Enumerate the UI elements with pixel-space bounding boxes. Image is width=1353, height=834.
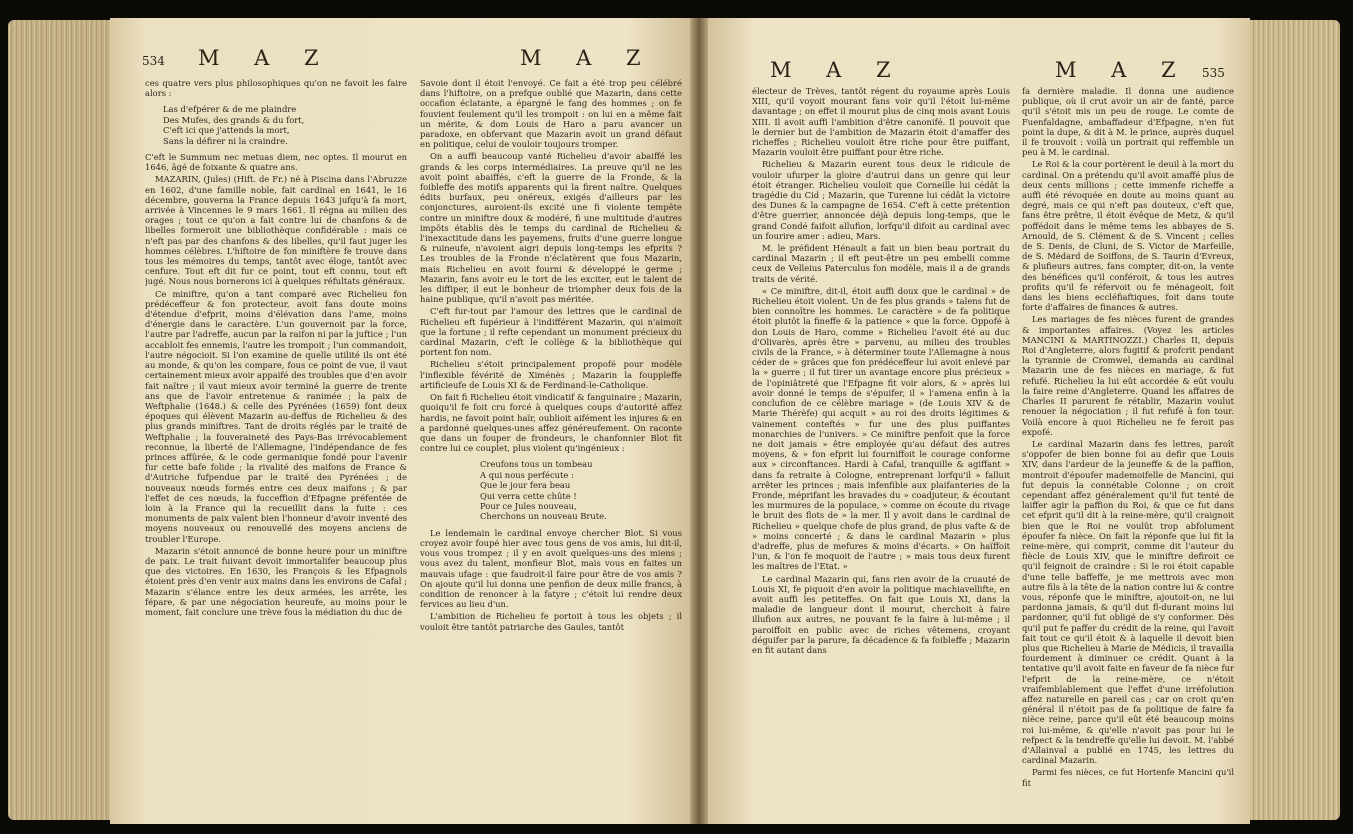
left-page-number: 534 — [142, 54, 165, 68]
right-page-number: 535 — [1202, 66, 1225, 80]
paragraph: On a auffi beaucoup vanté Richelieu d'avoir abaiffé les grands & les corps intermédiaires. La preuve qu'il ne les avoit point abaiffés, c'eft la guerre de la Fronde, & la foibleffe des motifs apparents qui la firent naître. Quelques édits burfaux, peu onéreux, exigés d'ailleurs par les conjonctures, auroient-ils excité une fi violente tempête contre un miniftre doux & modéré, fi une multitude d'autres impôts établis dès le temps du cardinal de Richelieu & l'inexactitude dans les payemens, fruits d'une guerre longue & ruineufe, n'avoient aigri depuis long-temps les efprits ? Les troubles de la Fronde n'éclatèrent que fous Mazarin, mais Richelieu en avoit fourni & développé le germe ; Mazarin, fans avoir eu le tort de les exciter, eut le talent de les diffiper, il eut le bonheur de triompher deux fois de la haine publique, qu'il n'avoit pas méritée. — [420, 151, 682, 305]
paragraph: Richelieu s'étoit principalement propofé pour modèle l'inflexible févérité de Ximénès ; Mazarin la fouppleffe artificieufe de Louis XI & de Ferdinand-le-Catholique. — [420, 359, 682, 390]
verse-line: A qui nous perfécute : — [480, 469, 574, 480]
verse-line: Sans la défirer ni la craindre. — [163, 135, 288, 146]
verse — [163, 104, 407, 146]
right-page-column-2 — [1022, 86, 1234, 826]
verse-line: Des Mufes, des grands & du fort, — [163, 114, 305, 125]
paragraph: Richelieu & Mazarin eurent tous deux le ridicule de vouloir ufurper la gloire d'autrui dans un genre qui leur étoit étranger. Richelieu vouloit que Corneille lui cédât la tragédie du Cid ; Mazarin, que Turenne lui cédât la victoire des Dunes & la campagne de 1654. C'eft à cette prétention d'être guerrier, annoncée déjà depuis long-temps, que le grand Condé faifoit allufion, lorfqu'il difoit au cardinal avec un fourire amer : adieu, Mars. — [752, 159, 1010, 241]
book-gutter — [690, 18, 708, 824]
paragraph: Savoie dont il étoit l'envoyé. Ce fait a été trop peu célébré dans l'hiftoire, on a prefque oublié que Mazarin, dans cette occafion éclatante, a épargné le fang des hommes ; on fe fouvient feulement qu'il les trompoit : on lui en a même fait un mérite, & dom Louis de Haro a paru avancer un paradoxe, en obfervant que Mazarin avoit un grand défaut en politique, celui de vouloir toujours tromper. — [420, 78, 682, 150]
paragraph: Mazarin s'étoit annoncé de bonne heure pour un miniftre de paix. Le trait fuivant devoit immortalifer beaucoup plus que des victoires. En 1630, les François & les Efpagnols étoient près d'en venir aux mains dans les environs de Cafal ; Mazarin s'élance entre les deux armées, les arrête, les fépare, & par une négociation heureufe, au moins pour le moment, fait conclure une trève fous la médiation du duc de — [145, 545, 407, 617]
verse-line: C'eft ici que j'attends la mort, — [163, 125, 290, 136]
paragraph: Le cardinal Mazarin dans fes lettres, paroît s'oppofer de bien bonne foi au defir que Louis XIV, dans l'ardeur de la jeuneffe & de la paffion, montroit d'époufer mademoifelle de Mancini, qui fut depuis la connétable Colonne ; on croit cependant affez généralement qu'il fut tenté de laiffer agir la paffion du Roi, & que ce fut dans cet efprit qu'il dit à la reine-mère, qu'il craignoit bien que le Roi ne voulût trop abfolument époufer fa nièce. On fait la réponfe que lui fit la reine-mère, qui comprit, comme dit l'auteur du fiècle de Louis XIV, que le miniftre defiroit ce qu'il feignoit de craindre : Si le roi étoit capable d'une telle baffeffe, je me mettrois avec mon autre fils à la tête de la nation contre lui & contre vous, réponfe que le miniftre, ajoutoit-on, ne lui pardonna jamais, & qu'il dut fl-durant moins lui pardonner, qu'il fut obligé de s'y conformer. Dès qu'il put fe paffer du crédit de la reine, qui l'avoit fait tout ce qu'il étoit & à laquelle il devoit bien plus que Richelieu à Marie de Médicis, il travailla fourdement à diminuer ce crédit. Quant à la tentative qu'il avoit faite en faveur de fa nièce fur l'efprit de la reine-mère, ce n'étoit vraifemblablement que l'effet d'une irréfolution affez naturelle en pareil cas ; car on croit qu'en général il n'étoit pas de fa politique de faire fa nièce reine, parce qu'il eût été beaucoup moins roi lui-même, & qu'elle n'avoit pas pour lui le refpect & la tendreffe qu'elle lui devoit. M. l'abbé d'Allainval a publié en 1745, les lettres du cardinal Mazarin. — [1022, 438, 1234, 766]
left-page-running-head-right: M A Z — [520, 46, 655, 70]
paragraph: C'eft le Summum nec metuas diem, nec optes. Il mourut en 1646, âgé de foixante & quatre ans. — [145, 152, 407, 173]
left-page-edges — [8, 20, 118, 820]
paragraph: fa dernière maladie. Il donna une audience publique, où il crut avoir un air de fanté, parce qu'il s'étoit mis un peu de rouge. Le comte de Fuenfaldagne, ambaffadeur d'Efpagne, n'en fut point la dupe, & dit à M. le prince, auprès duquel il fe trouvoit : voilà un portrait qui reffemble un peu à M. le cardinal. — [1022, 86, 1234, 158]
paragraph: On fait fi Richelieu étoit vindicatif & fanguinaire ; Mazarin, quoiqu'il fe foit cru forcé à quelques coups d'autorité affez hardis, ne favoit point haïr, oublioit aifément les injures & en a pardonné quelques-unes affez généreufement. On raconte que dans un fouper de frondeurs, le chanfonnier Blot fit contre lui ce couplet, plus violent qu'ingénieux : — [420, 392, 682, 454]
verse-line: Que le jour fera beau — [480, 480, 571, 491]
paragraph: Le cardinal Mazarin qui, fans rien avoir de la cruauté de Louis XI, fe piquoit d'en avoir la politique machiavellifte, en avoit auffi les petiteffes. On fait que Louis XI, dans la maladie de langueur dont il mourut, cherchoit à faire illufion aux autres, ne pouvant fe la faire à lui-même ; il paroiffoit en public avec de riches vêtemens, croyant déguifer par la parure, fa décadence & fa foibleffe ; Mazarin en fit autant dans — [752, 573, 1010, 655]
paragraph: Ce miniftre, qu'on a tant comparé avec Richelieu fon prédéceffeur & fon protecteur, avoit fans doute moins d'étendue d'efprit, moins d'élévation dans l'ame, moins d'énergie dans le caractère. L'un gouvernoit par la force, l'autre par l'adreffe, aucun par la raifon ni par la juftice ; l'un accabloit fes ennemis, l'autre les trompoit ; l'un commandoit, l'autre négocioit. Si l'on examine de quelle utilité ils ont été au monde, & qu'on les compare, fous ce point de vue, il vaut certainement mieux avoir appaifé des troubles que d'en avoir fait naître ; il vaut mieux avoir terminé la guerre de trente ans que de l'avoir entretenue & ranimée ; la paix de Weftphalie (1648.) & celle des Pyrénées (1659) font deux époques qui élèvent Mazarin au-deffus de Richelieu & des plus grands miniftres. Tant de droits réglés par le traité de Weftphalie ; la fouveraineté des Pays-Bas irrévocablement reconnue, la liberté de l'Allemagne, l'indépendance de fes princes affûrée, & le code germanique fondé pour l'avenir fur cette bafe folide ; la rivalité des maifons de France & d'Autriche fufpendue par le traité des Pyrénées ; de nouveaux nœuds formés entre ces deux maifons ; & par l'effet de ces nœuds, la fucceffion d'Efpagne préfentée de loin à la France qui la recueillit dans la fuite : ces monuments de paix valent bien l'honneur d'avoir inventé des moyens nouveaux ou renouvellé des moyens anciens de troubler l'Europe. — [145, 288, 407, 544]
verse — [480, 459, 682, 521]
verse-line: Creufons tous un tombeau — [480, 459, 593, 470]
paragraph: électeur de Trèves, tantôt régent du royaume après Louis XIII, qu'il voyoit mourant fans voir qu'il l'étoit lui-même davantage ; on effet il mourut plus de cinq mois avant Louis XIII. Il avoit auffi l'ambition d'être canonifé. Il pouvoit que le dernier but de l'ambition de Mazarin étoit d'amaffer des richeffes ; Richelieu vouloit être riche pour être puiffant, Mazarin vouloit être puiffant pour être riche. — [752, 86, 1010, 158]
left-page-running-head-left: M A Z — [198, 46, 333, 70]
left-page-column-1 — [145, 78, 407, 818]
paragraph: Les mariages de fes nièces furent de grandes & importantes affaires. (Voyez les articles MANCINI & MARTINOZZI.) Charles II, depuis Roi d'Angleterre, alors fugitif & profcrit pendant la tyrannie de Cromwel, demanda au cardinal Mazarin une de fes nièces en mariage, & fut refufé. Richelieu la lui eût accordée & eût voulu la faire reine d'Angleterre. Quand les affaires de Charles II parurent fe rétablir, Mazarin voulut renouer la négociation ; il fut refufé à fon tour. Voilà encore à quoi Richelieu ne fe feroit pas expofé. — [1022, 314, 1234, 437]
paragraph: Le lendemain le cardinal envoye chercher Blot. Si vous croyez avoir foupé hier avec tous gens de vos amis, lui dit-il, vous vous trompez ; il y en avoit quelques-uns des miens ; vous avez du talent, monfieur Blot, mais vous en faites un mauvais ufage : que faudroit-il faire pour être de vos amis ? On ajoute qu'il lui donna une penfion de deux mille francs, à condition de renoncer à la fatyre ; c'étoit lui rendre deux fervices au lieu d'un. — [420, 527, 682, 610]
paragraph: L'ambition de Richelieu fe portoit à tous les objets ; il vouloit être tantôt patriarche des Gaules, tantôt — [420, 611, 682, 632]
paragraph: Le Roi & la cour portèrent le deuil à la mort du cardinal. On a prétendu qu'il avoit amaffé plus de deux cents millions ; cette immenfe richeffe a auffi été révoquée en doute au moins quant au degré, mais ce qui n'eft pas douteux, c'eft que, fans être prêtre, il étoit évêque de Metz, & qu'il poffédoit dans le même tems les abbayes de S. Arnould, de S. Clément & de S. Vincent ; celles de S. Denis, de Cluni, de S. Victor de Marfeille, de S. Médard de Soiffons, de S. Taurin d'Evreux, & plufieurs autres, fans compter, dit-on, la vente des bénéfices qu'il conféroit, & tous les autres profits qu'il fe réfervoit ou fe ménageoit, foit dans les biens eccléfiaftiques, foit dans toute forte d'affaires de finances & autres. — [1022, 159, 1234, 313]
paragraph: Parmi fes nièces, ce fut Hortenfe Mancini qu'il fit — [1022, 767, 1234, 788]
paragraph: M. le préfident Hénault a fait un bien beau portrait du cardinal Mazarin ; il eft peut-être un peu embelli comme ceux de Velleius Paterculus fon modèle, mais il a de grands traits de vérité. — [752, 243, 1010, 284]
verse-line: Cherchons un nouveau Brute. — [480, 511, 607, 522]
right-page-running-head-right: M A Z — [1055, 58, 1190, 82]
paragraph: MAZARIN, (Jules) (Hift. de Fr.) né à Piscina dans l'Abruzze en 1602, d'une famille noble, fait cardinal en 1641, le 16 décembre, gouverna la France depuis 1643 jufqu'à fa mort, arrivée à Vincennes le 9 mars 1661. Il régna au milieu des orages ; tout ce qu'on a fait contre lui de chanfons & de libelles formeroit une bibliothèque confidérable : mais ce n'eft pas par des chanfons & des libelles, qu'il faut juger les hommes célèbres. L'hiftoire de fon miniftère fe trouve dans tous les mémoires du temps, tantôt avec éloge, tantôt avec cenfure. Tout eft dit fur ce point, tout eft connu, tout eft jugé. Nous nous bornerons ici à quelques réfultats généraux. — [145, 174, 407, 287]
left-page-column-2 — [420, 78, 682, 818]
verse-line: Pour ce Jules nouveau, — [480, 500, 577, 511]
right-page-edges — [1240, 20, 1340, 820]
paragraph: C'eft fur-tout par l'amour des lettres que le cardinal de Richelieu eft fupérieur à l'indifférent Mazarin, qui n'aimoit que la fortune ; il refte cependant un monument précieux du cardinal Mazarin, c'eft le collège & la bibliothèque qui portent fon nom. — [420, 306, 682, 358]
right-page-column-1 — [752, 86, 1010, 826]
paragraph: ces quatre vers plus philosophiques qu'on ne favoit les faire alors : — [145, 78, 407, 99]
right-page-running-head-left: M A Z — [770, 58, 905, 82]
verse-line: Qui verra cette chûte ! — [480, 490, 577, 501]
verse-line: Las d'efpérer & de me plaindre — [163, 104, 297, 115]
paragraph: « Ce miniftre, dit-il, étoit auffi doux que le cardinal » de Richelieu étoit violent. Un de fes plus grands » talens fut de bien connoître les hommes. Le caractère » de fa politique étoit plutôt la fineffe & la patience » que la force. Oppofé à don Louis de Haro, comme » Richelieu l'avoit été au duc d'Olivarès, après être » parvenu, au milieu des troubles civils de la France, » à déterminer toute l'Allemagne à nous céder de » grâces que fon prédéceffeur lui avoit enlevé par la » guerre ; il fut tirer un avantage encore plus précieux » de l'opiniâtreté que l'Efpagne fit voir alors, & » après lui avoir donné le temps de s'épuifer, il » l'amena enfin à la conclufion de ce célèbre mariage » (de Louis XIV & de Marie Thérèfe) qui acquit » au roi des droits légitimes & vainement conteftés » fur une des plus puiffantes monarchies de l'univers. » Ce miniftre penfoit que la force ne doit jamais » être employée qu'au défaut des autres moyens, & » fon efprit lui fourniffoit le courage conforme aux » circonftances. Hardi à Cafal, tranquille & agiffant » dans fa retraite à Cologne, entreprenant lorfqu'il » falluit arrêter les princes ; mais infenfible aux plaifanteries de la Fronde, méprifant les bravades du » coadjuteur, & écoutant les murmures de la populace, » comme on écoute du rivage le bruit des flots de » la mer. Il y avoit dans le cardinal de Richelieu » quelque chofe de plus grand, de plus vafte & de » moins concerté ; & dans le cardinal Mazarin » plus d'adreffe, plus de mefures & moins d'écarts. » On haïffoit l'un, & l'on fe moquoit de l'autre ; » mais tous deux furent les maîtres de l'Etat. » — [752, 285, 1010, 572]
